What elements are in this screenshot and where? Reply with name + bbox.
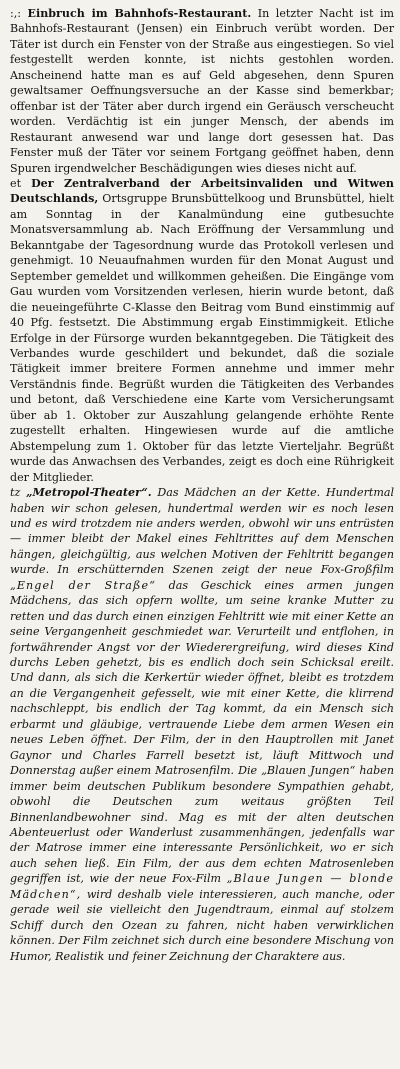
article-body: In letzter Nacht ist im Bahnhofs-Restaurant (Jensen) ein Einbruch verübt worden. Der Täter ist durch ein Fenster von der Straße aus eingestiegen. So viel festgestellt werden konnte, ist nichts gestohlen worden. Anscheinend hatte man es auf Geld abgesehen, denn Spuren gewaltsamer Oeffnungsversuche an der Kasse sind bemerkbar; offenbar ist der Täter aber durch irgend ein Geräusch verscheucht worden. Verdächtig ist ein junger Mensch, der abends im Restaurant anwesend war und lange dort gesessen hat. Das Fenster muß der Täter vor seinem Fortgang geöffnet haben, denn Spuren irgendwelcher Beschädigungen wies dieses nicht auf. bbox=[10, 7, 395, 175]
article-body-part-2: das Geschick eines armen jungen Mädchens, das sich opfern wollte, um seine kranke Mutter zu retten und das durch einen einzigen Fehltritt wie mit einer Kette an seine Vergangenheit geschmiedet war. Verurteilt und entflohen, in fortwährender Angst vor der Wiederergreifung, wird dieses Kind durchs Leben gehetzt, bis es endlich doch sein Schicksal ereilt. Und dann, als sich die Kerkertür wieder öffnet, bleibt es trotzdem an die Vergangenheit gefesselt, wie mit einer Kette, die klirrend nachschleppt, bis endlich der Tag kommt, da ein Mensch sich erbarmt und gläubige, vertrauende Liebe dem armen Wesen ein neues Leben öffnet. Der Film, der in den Hauptrollen mit Janet Gaynor und Charles Farrell besetzt ist, läuft Mittwoch und Donnerstag außer einem Matrosenfilm. Die „Blauen Jungen“ haben immer beim deutschen Publikum besondere Sympathien gehabt, obwohl die Deutschen zum weitaus größten Teil Binnenlandbewohner sind. Mag es mit der alten deutschen Abenteuerlust oder Wanderlust zusammenhängen, jedenfalls war der Matrose immer eine interessante Persönlichkeit, wo er sich auch sehen ließ. Ein Film, der aus dem echten Matrosenleben gegriffen ist, wie der neue Fox-Film bbox=[10, 578, 394, 886]
article-headline: Der Zentralverband der Arbeitsinvaliden und Witwen Deutschlands, bbox=[10, 176, 394, 206]
article-marker: et bbox=[10, 176, 22, 190]
film-title-blaue-jungen: „Blaue Jungen — blonde Mädchen“, bbox=[10, 872, 394, 901]
film-title-engel-der-strasse: „Engel der Straße“ bbox=[10, 578, 156, 592]
article-marker: :,: bbox=[10, 7, 22, 20]
article-body-part-1: Das Mädchen an der Kette. Hundertmal haben wir schon gelesen, hundertmal werden wir es noch lesen und es wird trotzdem nie anders werden, obwohl wir uns entrüsten — immer bleibt der Makel eines Fehltrittes auf dem Menschen hängen, gleichgültig, aus welchen Motiven der Fehltritt begangen wurde. In erschütternden Szenen zeigt der neue Fox-Großfilm bbox=[10, 486, 395, 577]
article-headline: Einbruch im Bahnhofs-Restaurant. bbox=[27, 7, 252, 20]
article-association-meeting bbox=[10, 176, 394, 485]
article-burglary bbox=[10, 6, 394, 176]
article-body: Ortsgruppe Brunsbüttelkoog und Brunsbüttel, hielt am Sonntag in der Kanalmündung eine gutbesuchte Monatsversammlung ab. Nach Eröffnung der Versammlung und Bekanntgabe der Tagesordnung wurde das Protokoll verlesen und genehmigt. 10 Neuaufnahmen wurden für den Monat August und September gemeldet und willkommen geheißen. Die Eingänge vom Gau wurden vom Vorsitzenden verlesen, hierin wurde betont, daß die neueingeführte C-Klasse den Beitrag vom Bund einstimmig auf 40 Pfg. festsetzt. Die Abstimmung ergab Einstimmigkeit. Etliche Erfolge in der Fürsorge wurden bekanntgegeben. Die Tätigkeit des Verbandes wurde geschildert und bekundet, daß die soziale Tätigkeit immer breitere Formen annehme und immer mehr Verständnis finde. Begrüßt wurden die Tätigkeiten des Verbandes und betont, daß Verschiedene eine Karte vom Versicherungsamt über ab 1. Oktober zur Auszahlung gelangende erhöhte Rente zugestellt erhalten. Hingewiesen wurde auf die amtliche Abstempelung zum 1. Oktober für das letzte Vierteljahr. Begrüßt wurde das Anwachsen des Verbandes, zeigt es doch eine Rührigkeit der Mitglieder. bbox=[10, 192, 394, 484]
article-marker: tz bbox=[10, 486, 21, 500]
article-headline: „Metropol-Theater“. bbox=[26, 486, 152, 500]
article-metropol-theater bbox=[10, 485, 394, 964]
article-body-part-3: wird deshalb viele interessieren, auch manche, oder gerade weil sie vielleicht den Jugendtraum, einmal auf stolzem Schiff durch den Ozean zu fahren, nicht haben verwirklichen können. Der Film zeichnet sich durch eine besondere Mischung von Humor, Realistik und feiner Zeichnung der Charaktere aus. bbox=[10, 887, 394, 963]
